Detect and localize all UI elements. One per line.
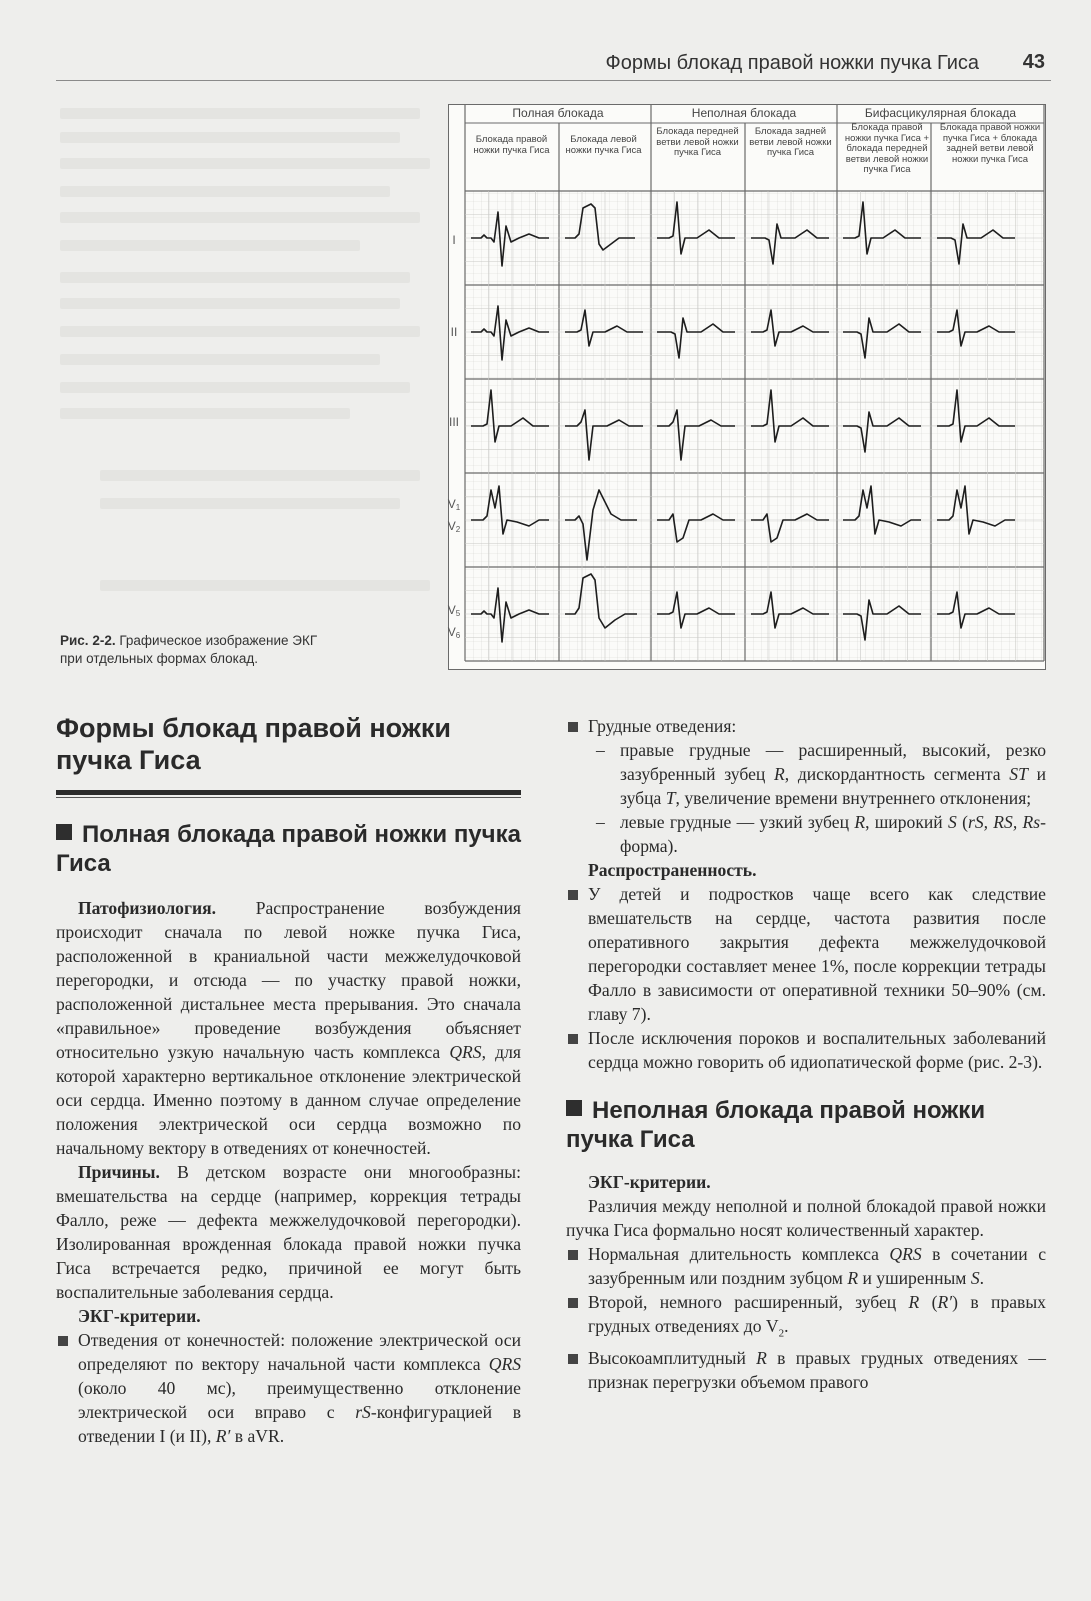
dash-right-chest: – правые грудные — расширенный, высокий, резко зазубренный зубец R, дискордантность сегмента ST и зубца T, увеличение времени внутреннего отклонения; bbox=[596, 740, 1046, 808]
column-header-rbbb-lpfb: Блокада правой ножки пучка Гиса + блокада задней ветви левой ножки пучка Гиса bbox=[939, 122, 1041, 165]
column-header-lafb: Блокада передней ветви левой ножки пучка Гиса bbox=[656, 126, 739, 158]
column-header-rbbb-lafb: Блокада правой ножки пучка Гиса + блокада передней ветви левой ножки пучка Гиса bbox=[844, 122, 930, 175]
paragraph-pathophysiology: Патофизиология. Распространение возбуждения происходит сначала по левой ножке пучка Гиса, расположенной в краниальной части межжелудочковой перегородки, и отсюда — по участку правой ножки, расположенной дистальнее места прерывания. Это сначала «правильное» проведение возбуждения объясняет относительно узкую начальную часть комплекса QRS, для которой характерно вертикальное отклонение электрической оси сердца. Именно поэтому в данном случае определение положения электрической оси сердца возможно по начальному вектору в отведениях от конечностей. bbox=[56, 898, 521, 1158]
bullet-idiopathic: После исключения пороков и воспалительных заболеваний сердца можно говорить об идиопатической форме (рис. 2-3). bbox=[566, 1026, 1046, 1074]
bullet-chest-leads: Грудные отведения: bbox=[566, 714, 1046, 738]
running-header bbox=[56, 40, 1051, 80]
bullet-second-r: Второй, немного расширенный, зубец R (R′) в правых грудных отведениях до $V_2$. bbox=[566, 1290, 1046, 1346]
lead-label-ii: II bbox=[450, 325, 458, 339]
ecg-grid bbox=[449, 105, 1045, 669]
paragraph-differences: Различия между неполной и полной блокадой правой ножки пучка Гиса формально носят количественный характер. bbox=[566, 1196, 1046, 1240]
group-header-complete: Полная блокада bbox=[512, 106, 604, 120]
bullet-prevalence-children: У детей и подростков чаще всего как следствие вмешательств на сердце, частота развития после оперативного закрытия дефекта межжелудочковой перегородки составляет менее 1%, после коррекции тетрады Фалло в зависимости от оперативной техники 50–90% (см. главу 7). bbox=[566, 882, 1046, 1026]
column-header-rbbb: Блокада правой ножки пучка Гиса bbox=[473, 134, 550, 156]
bullet-normal-qrs: Нормальная длительность комплекса QRS в сочетании с зазубренным или поздним зубцом R и уширенным S. bbox=[566, 1242, 1046, 1290]
running-title: Формы блокад правой ножки пучка Гиса bbox=[605, 52, 979, 74]
subsection-title-complete: Полная блокада правой ножки пучка Гиса bbox=[56, 821, 521, 877]
right-column bbox=[566, 714, 1046, 1394]
subsection-title-incomplete: Неполная блокада правой ножки пучка Гиса bbox=[566, 1097, 986, 1153]
lead-label-v5-v6: V5 V6 bbox=[447, 603, 461, 640]
header-rule bbox=[56, 80, 1051, 81]
left-column bbox=[56, 712, 521, 1448]
lead-label-v5: V bbox=[447, 603, 456, 617]
column-header-lpfb: Блокада задней ветви левой ножки пучка Гиса bbox=[749, 126, 832, 158]
paragraph-causes: Причины. В детском возрасте они многообразны: вмешательства на сердце (например, коррекция тетрады Фалло, реже — дефекта межжелудочковой перегородки). Изолированная врожденная блокада правой ножки пучка Гиса встречается редко, причиной ее могут быть воспалительные заболевания сердца. bbox=[56, 1162, 521, 1302]
section-title-rule bbox=[56, 790, 521, 795]
column-header-lbbb: Блокада левой ножки пучка Гиса bbox=[565, 134, 642, 156]
group-header-incomplete: Неполная блокада bbox=[691, 106, 797, 120]
bullet-high-amplitude-r: Высокоамплитудный R в правых грудных отведениях — признак перегрузки объемом правого bbox=[566, 1346, 1046, 1394]
section-title-rule-thin bbox=[56, 797, 521, 798]
figure-caption-label: Рис. 2-2. bbox=[60, 633, 116, 648]
bullet-limb-leads: Отведения от конечностей: положение электрической оси определяют по вектору начальной части комплекса QRS (около 40 мс), преимущественно отклонение электрической оси вправо с rS-конфигурацией в отведении I (и II), R′ в aVR. bbox=[56, 1328, 521, 1448]
lead-label-v1: V bbox=[447, 497, 456, 511]
lead-label-iii: III bbox=[448, 415, 459, 429]
lead-label-v6: V bbox=[447, 625, 456, 639]
lead-label-v1-v2: V1 V2 bbox=[447, 497, 461, 534]
ecg-criteria-heading-right: ЭКГ-критерии. bbox=[588, 1172, 711, 1192]
square-bullet-icon bbox=[566, 1100, 582, 1116]
figure-caption bbox=[60, 632, 320, 668]
section-title: Формы блокад правой ножки пучка Гиса bbox=[56, 713, 452, 775]
group-header-bifascicular: Бифасцикулярная блокада bbox=[864, 106, 1017, 120]
ecg-figure-table bbox=[448, 104, 1046, 670]
ecg-criteria-heading-left: ЭКГ-критерии. bbox=[78, 1306, 201, 1326]
lead-label-v2: V bbox=[447, 519, 456, 533]
figure-caption-text: Графическое изображение ЭКГ при отдельных формах блокад. bbox=[60, 633, 318, 666]
prevalence-heading: Распространенность. bbox=[588, 860, 757, 880]
lead-label-i: I bbox=[452, 233, 456, 247]
square-bullet-icon bbox=[56, 824, 72, 840]
page-number: 43 bbox=[1022, 51, 1045, 73]
dash-left-chest: – левые грудные — узкий зубец R, широкий S (rS, RS, Rs-форма). bbox=[596, 812, 1047, 856]
